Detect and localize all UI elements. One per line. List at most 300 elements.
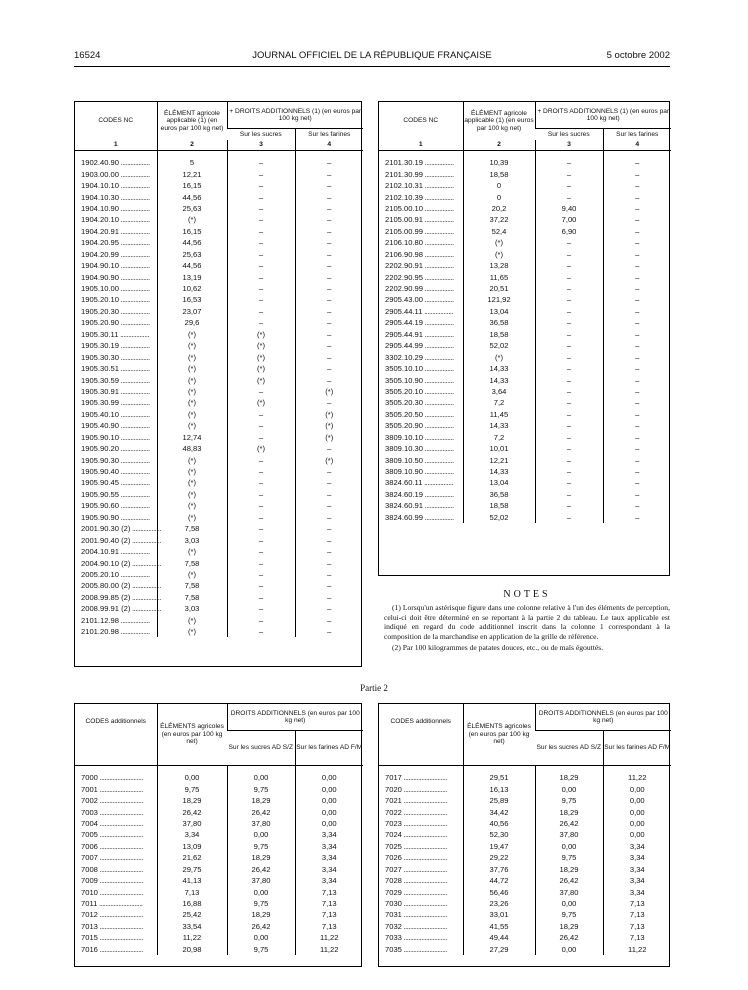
value-cell: 48,83 [157,443,227,454]
code-cell: 7002 ........................... [81,796,143,806]
table-row [379,921,671,932]
value-cell: – [603,306,671,317]
table-row [75,363,363,374]
table-row [379,512,671,523]
value-cell: – [535,454,603,465]
value-cell: – [295,466,363,477]
value-cell: 26,42 [535,932,603,943]
table-part2-right [378,703,670,967]
value-cell: 23,26 [463,898,535,909]
table-row [75,534,363,545]
value-cell: – [603,363,671,374]
code-cell: 2202.90.99 .................. [385,284,454,294]
value-cell: 18,58 [463,500,535,511]
code-cell: 7006 ........................... [81,841,143,851]
leader-dots: ........................... [97,784,143,794]
table-row [379,454,671,465]
value-cell: 3,64 [463,386,535,397]
leader-dots: .................. [119,432,150,442]
leader-dots: ........................... [97,899,143,909]
leader-dots: .................. [423,318,454,328]
value-cell: – [227,626,295,637]
value-cell: 25,63 [157,249,227,260]
code-cell: 1905.90.30 .................. [81,455,150,465]
leader-dots: .................. [423,284,454,294]
leader-dots: .................. [423,169,454,179]
value-cell: – [535,466,603,477]
value-cell: – [295,203,363,214]
table-row [75,829,363,840]
table-row [379,875,671,886]
table-row [379,409,671,420]
value-cell: 29,75 [157,864,227,875]
value-cell: 10,62 [157,283,227,294]
code-cell: 2202.90.95 .................. [385,272,454,282]
code-cell: 1905.90.20 .................. [81,444,150,454]
value-cell: – [603,500,671,511]
value-cell: 7,13 [295,921,363,932]
value-cell: – [535,340,603,351]
leader-dots: .................. [119,467,150,477]
leader-dots: .................. [423,352,454,362]
leader-dots: .................. [119,409,150,419]
table-part1-right [378,101,670,576]
value-cell: – [295,569,363,580]
value-cell: 10,39 [463,157,535,168]
table-row [379,500,671,511]
value-cell: – [535,191,603,202]
value-cell: 18,29 [535,921,603,932]
code-cell: 7024 ........................... [385,830,447,840]
value-cell: – [227,294,295,305]
value-cell: – [535,386,603,397]
value-cell: (*) [157,397,227,408]
code-cell: 1904.20.91 .................. [81,226,150,236]
code-cell: 7028 ........................... [385,876,447,886]
table-row [379,466,671,477]
code-cell: 7012 ........................... [81,910,143,920]
value-cell: 0,00 [295,806,363,817]
value-cell: – [295,489,363,500]
col-number: 4 [295,140,363,151]
value-cell: – [535,271,603,282]
table-row [75,260,363,271]
value-cell: – [295,180,363,191]
code-cell: 2004.10.91 .................. [81,547,150,557]
table-row [75,317,363,328]
value-cell: 12,21 [463,454,535,465]
leader-dots: .................. [423,181,454,191]
col-header-droits: DROITS ADDITIONNELS (en euros par 100 kg net) [227,704,363,731]
code-cell: 2008.99.85 (2) .................. [81,592,161,602]
value-cell: 0,00 [603,829,671,840]
value-cell: 9,40 [535,203,603,214]
code-cell: 2008.99.91 (2) .................. [81,604,161,614]
code-cell: 7022 ........................... [385,807,447,817]
value-cell: – [295,329,363,340]
value-cell: 13,19 [157,271,227,282]
value-cell: 18,29 [535,806,603,817]
code-cell: 1905.30.30 .................. [81,352,150,362]
table-row [75,294,363,305]
value-cell: (*) [157,466,227,477]
value-cell: – [227,214,295,225]
table-row [379,203,671,214]
table-row [75,512,363,523]
value-cell: – [295,615,363,626]
page-number: 16524 [74,50,101,61]
leader-dots: .................. [130,558,161,568]
value-cell: 29,6 [157,317,227,328]
leader-dots: ........................... [401,864,447,874]
value-cell: – [227,157,295,168]
leader-dots: .................. [119,318,150,328]
table-row [75,500,363,511]
value-cell: – [603,180,671,191]
notes-section [384,590,670,654]
value-cell: 7,13 [295,886,363,897]
value-cell: 0,00 [603,806,671,817]
table-row [75,898,363,909]
value-cell: 121,92 [463,294,535,305]
leader-dots: .................. [119,512,150,522]
section-title-partie-2: Partie 2 [360,683,388,693]
table-row [379,214,671,225]
leader-dots: .................. [423,295,454,305]
leader-dots: .................. [423,432,454,442]
value-cell: – [295,363,363,374]
leader-dots: ........................... [97,921,143,931]
table-row [75,432,363,443]
table-row [75,443,363,454]
value-cell: – [603,443,671,454]
table-row [379,374,671,385]
value-cell: 37,80 [535,886,603,897]
leader-dots: ........................... [97,876,143,886]
leader-dots: .................. [423,249,454,259]
value-cell: 13,04 [463,477,535,488]
value-cell: – [227,168,295,179]
code-cell: 2004.90.10 (2) .................. [81,558,161,568]
col-header-droits: DROITS ADDITIONNELS (en euros par 100 kg net) [535,704,671,731]
value-cell: 9,75 [535,852,603,863]
value-cell: 27,29 [463,944,535,955]
value-cell: (*) [157,214,227,225]
code-cell: 2106.90.98 .................. [385,249,454,259]
table-row [75,806,363,817]
table-row [75,203,363,214]
code-cell: 1904.10.30 .................. [81,192,150,202]
value-cell: – [227,523,295,534]
value-cell: – [535,351,603,362]
value-cell: – [603,466,671,477]
leader-dots: .................. [119,215,150,225]
value-cell: 52,02 [463,512,535,523]
col-header-element-agricole: ÉLÉMENT agricole applicable (1) (en euros par 100 kg net) [157,102,227,140]
value-cell: (*) [227,374,295,385]
leader-dots: ........................... [97,910,143,920]
table-row [379,329,671,340]
code-cell: 1904.20.95 .................. [81,238,150,248]
value-cell: 3,34 [295,841,363,852]
table-row [75,546,363,557]
code-cell: 1904.90.90 .................. [81,272,150,282]
value-cell: 0,00 [535,841,603,852]
value-cell: (*) [227,363,295,374]
value-cell: (*) [295,386,363,397]
code-cell: 7013 ........................... [81,921,143,931]
value-cell: (*) [227,340,295,351]
value-cell: 7,58 [157,557,227,568]
table-row [379,306,671,317]
value-cell: 26,42 [227,806,295,817]
value-cell: 19,47 [463,841,535,852]
value-cell: – [295,626,363,637]
leader-dots: .................. [119,444,150,454]
table-row [75,626,363,637]
leader-dots: .................. [119,421,150,431]
value-cell: 13,04 [463,306,535,317]
value-cell: 7,13 [295,909,363,920]
table-part2-left [74,703,362,967]
value-cell: (*) [157,489,227,500]
value-cell: – [227,271,295,282]
value-cell: 52,30 [463,829,535,840]
table-row [75,180,363,191]
code-cell: 1905.30.99 .................. [81,398,150,408]
value-cell: – [227,603,295,614]
value-cell: – [227,191,295,202]
value-cell: 0,00 [227,932,295,943]
table-row [75,226,363,237]
value-cell: 0 [463,191,535,202]
col-header-codes-nc: CODES NC [403,117,439,125]
leader-dots: .................. [119,478,150,488]
note-2: (2) Par 100 kilogrammes de patates douces, etc., ou de maïs égouttés. [392,643,604,653]
code-cell: 3824.60.11 .................. [385,478,454,488]
code-cell: 3824.60.99 .................. [385,512,454,522]
value-cell: – [295,226,363,237]
table-part1-left [74,101,362,667]
table-row [379,317,671,328]
leader-dots: .................. [119,455,150,465]
value-cell: – [603,237,671,248]
value-cell: 0,00 [295,772,363,783]
code-cell: 2102.10.39 .................. [385,192,454,202]
table-row [75,329,363,340]
code-cell: 1904.20.10 .................. [81,215,150,225]
code-cell: 1905.20.10 .................. [81,295,150,305]
code-cell: 3505.20.10 .................. [385,386,454,396]
value-cell: (*) [295,432,363,443]
value-cell: – [535,306,603,317]
leader-dots: .................. [423,341,454,351]
value-cell: 0,00 [295,795,363,806]
value-cell: 41,13 [157,875,227,886]
code-cell: 7003 ........................... [81,807,143,817]
value-cell: 3,34 [295,864,363,875]
code-cell: 2101.30.19 .................. [385,158,454,168]
value-cell: 41,55 [463,921,535,932]
code-cell: 2101.12.98 .................. [81,615,150,625]
code-cell: 7026 ........................... [385,853,447,863]
value-cell: – [535,249,603,260]
table-row [75,852,363,863]
table-row [75,271,363,282]
table-row [75,841,363,852]
value-cell: 7,13 [603,898,671,909]
value-cell: – [535,260,603,271]
table-row [379,249,671,260]
code-cell: 3505.10.90 .................. [385,375,454,385]
col-header-farines: Sur les farines [603,129,671,141]
code-cell: 7029 ........................... [385,887,447,897]
col-header-element-agricole: ÉLÉMENT agricole applicable (1) (en euros par 100 kg net) [463,102,535,140]
code-cell: 3302.10.29 .................. [385,352,454,362]
value-cell: 0,00 [227,829,295,840]
value-cell: – [295,214,363,225]
leader-dots: ........................... [401,853,447,863]
leader-dots: .................. [119,226,150,236]
code-cell: 1905.30.59 .................. [81,375,150,385]
value-cell: – [535,489,603,500]
table-row [379,260,671,271]
leader-dots: .................. [119,386,150,396]
value-cell: – [227,180,295,191]
code-cell: 7023 ........................... [385,818,447,828]
table-row [379,806,671,817]
value-cell: – [603,512,671,523]
value-cell: 23,07 [157,306,227,317]
leader-dots: ........................... [401,933,447,943]
value-cell: – [535,317,603,328]
value-cell: 56,46 [463,886,535,897]
value-cell: 20,51 [463,283,535,294]
col-number: 2 [463,140,535,151]
leader-dots: .................. [119,181,150,191]
table-row [379,932,671,943]
leader-dots: ........................... [401,807,447,817]
table-row [75,523,363,534]
table-row [379,886,671,897]
leader-dots: ........................... [401,921,447,931]
leader-dots: .................. [119,261,150,271]
value-cell: – [603,283,671,294]
value-cell: 25,63 [157,203,227,214]
table-row [75,886,363,897]
value-cell: 9,75 [227,783,295,794]
leader-dots: .................. [119,352,150,362]
table-row [75,283,363,294]
value-cell: – [535,432,603,443]
table-row [379,420,671,431]
code-cell: 2005.80.00 (2) .................. [81,581,161,591]
leader-dots: .................. [423,215,454,225]
leader-dots: .................. [119,547,150,557]
value-cell: 16,15 [157,226,227,237]
leader-dots: ........................... [97,830,143,840]
value-cell: 11,22 [157,932,227,943]
value-cell: (*) [157,477,227,488]
value-cell: 3,34 [603,852,671,863]
value-cell: 44,56 [157,237,227,248]
code-cell: 7030 ........................... [385,899,447,909]
table-row [75,249,363,260]
value-cell: 3,34 [603,886,671,897]
col-header-sucres: Sur les sucres [535,129,603,141]
table-row [379,443,671,454]
value-cell: 49,44 [463,932,535,943]
value-cell: 37,76 [463,864,535,875]
value-cell: – [535,168,603,179]
leader-dots: .................. [423,375,454,385]
col-header-farines: Sur les farines [295,129,363,141]
value-cell: 3,34 [157,829,227,840]
table-row [75,306,363,317]
value-cell: 11,22 [603,772,671,783]
value-cell: 0,00 [535,944,603,955]
value-cell: – [535,512,603,523]
value-cell: 11,22 [295,932,363,943]
table-row [379,283,671,294]
code-cell: 2202.90.91 .................. [385,261,454,271]
leader-dots: .................. [423,421,454,431]
value-cell: – [295,351,363,362]
value-cell: (*) [157,351,227,362]
code-cell: 7011 ........................... [81,899,143,909]
leader-dots: .................. [119,284,150,294]
table-row [379,340,671,351]
table-row [379,489,671,500]
value-cell: – [227,260,295,271]
value-cell: – [535,180,603,191]
code-cell: 3824.60.91 .................. [385,501,454,511]
value-cell: 18,29 [157,795,227,806]
page-header [74,50,670,64]
value-cell: – [227,432,295,443]
value-cell: – [227,569,295,580]
col-header-sucres: Sur les sucres AD S/Z [227,731,295,766]
leader-dots: ........................... [401,944,447,954]
value-cell: – [227,489,295,500]
table-row [75,409,363,420]
code-cell: 1905.90.90 .................. [81,512,150,522]
code-cell: 3809.10.30 .................. [385,444,454,454]
leader-dots: .................. [119,203,150,213]
value-cell: – [603,191,671,202]
table-row [75,489,363,500]
value-cell: 3,34 [295,829,363,840]
leader-dots: .................. [119,364,150,374]
value-cell: 0 [463,180,535,191]
value-cell: 14,33 [463,466,535,477]
value-cell: 16,13 [463,783,535,794]
leader-dots: .................. [130,592,161,602]
value-cell: – [535,409,603,420]
leader-dots: .................. [118,329,150,339]
leader-dots: ........................... [401,818,447,828]
value-cell: 3,34 [295,875,363,886]
value-cell: – [603,203,671,214]
code-cell: 2101.20.98 .................. [81,627,150,637]
value-cell: – [295,512,363,523]
col-header-farines: Sur les farines AD F/M [295,731,363,766]
table-row [75,569,363,580]
table-row [75,921,363,932]
value-cell: – [603,249,671,260]
code-cell: 1905.90.55 .................. [81,489,150,499]
code-cell: 3809.10.90 .................. [385,467,454,477]
